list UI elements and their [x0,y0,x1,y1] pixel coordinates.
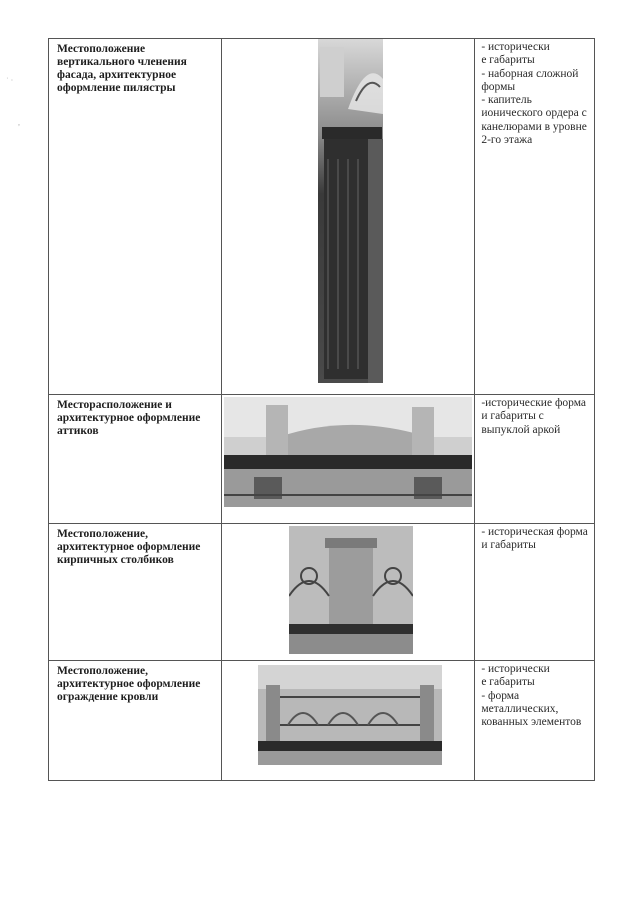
requirements-cell [475,524,595,661]
requirement-item: - историческая форма и габариты [481,526,588,552]
table-row [49,395,595,524]
table-row [49,39,595,395]
scan-speck: ˙ · [6,76,14,85]
pilaster-photo [318,39,383,383]
requirement-item: -исторические форма и габариты с выпуклой аркой [481,397,587,436]
element-label: Местоположение, архитектурное оформление кирпичных столбиков [57,528,201,566]
requirements-cell [475,395,595,524]
element-label: Местоположение вертикального членения фасада, архитектурное оформление пилястры [57,43,187,94]
element-cell [49,661,222,781]
photo-cell [221,39,474,395]
requirement-item: - наборная сложной формы [481,67,579,93]
scan-speck: , [18,118,20,127]
element-label: Месторасположение и архитектурное оформление аттиков [57,399,201,437]
requirement-item: - исторически е габариты [481,663,550,689]
requirement-item: - форма металлических, кованных элементов [481,689,582,729]
requirements-cell [475,39,595,395]
table-row [49,524,595,661]
photo-cell [221,661,474,781]
requirements-table [48,38,595,781]
table-row [49,661,595,781]
requirements-cell [475,661,595,781]
brick-post-photo [289,526,413,654]
photo-cell [221,524,474,661]
attic-photo [224,397,472,507]
element-cell [49,39,222,395]
roof-railing-photo [258,665,442,765]
element-cell [49,524,222,661]
photo-cell [221,395,474,524]
element-label: Местоположение, архитектурное оформление ограждение кровли [57,665,201,703]
element-cell [49,395,222,524]
requirement-item: - капитель ионического ордера с канелюрами в уровне 2-го этажа [481,94,587,147]
requirement-item: - исторически е габариты [481,41,550,67]
